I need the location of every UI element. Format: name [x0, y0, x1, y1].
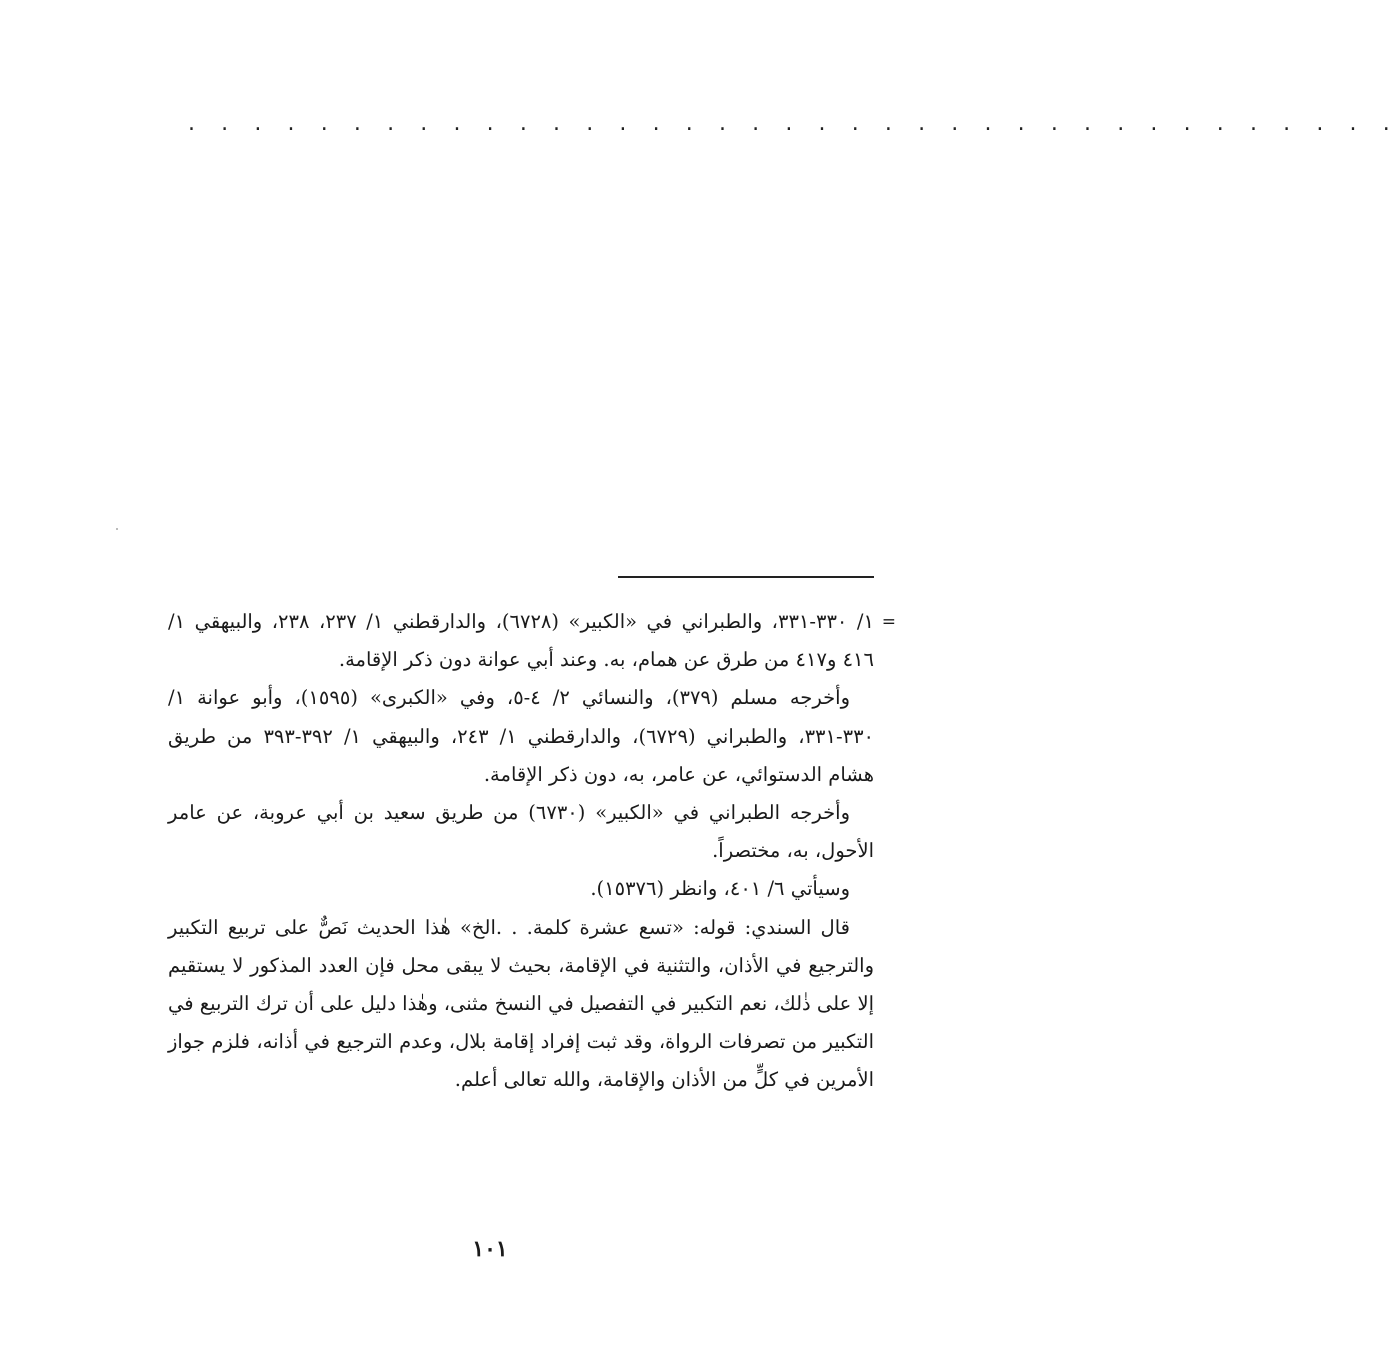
footnote-paragraph-1: [168, 603, 896, 679]
separator-dots: . . . . . . . . . . . . . . . . . . . . . . . . . . . . . . . . . . . . .: [188, 111, 1399, 136]
page-number: ١٠١: [472, 1236, 508, 1262]
scan-speck: [116, 528, 118, 530]
footnote-rule: [618, 576, 874, 578]
footnote-paragraph-2: وأخرجه مسلم (٣٧٩)، والنسائي ٢/ ٤-٥، وفي «الكبرى» (١٥٩٥)، وأبو عوانة ١/ ٣٣٠-٣٣١، والطبراني (٦٧٢٩)، والدارقطني ١/ ٢٤٣، والبيهقي ١/ ٣٩٢-٣٩٣ من طريق هشام الدستوائي، عن عامر، به، دون ذكر الإقامة.: [168, 686, 875, 786]
footnote-paragraph-4: وسيأتي ٦/ ٤٠١، وانظر (١٥٣٧٦).: [590, 877, 850, 901]
footnote-paragraph-3: وأخرجه الطبراني في «الكبير» (٦٧٣٠) من طريق سعيد بن أبي عروبة، عن عامر الأحول، به، مختصراً.: [168, 801, 874, 863]
footnotes-section: [168, 603, 896, 1100]
continuation-marker: =: [881, 612, 896, 632]
footnote-paragraph-5: قال السندي: قوله: «تسع عشرة كلمة. . .الخ» هٰذا الحديث نَصٌّ على تربيع التكبير والترجيع في الأذان، والتثنية في الإقامة، بحيث لا يبقى محل فإن العدد المذكور لا يستقيم إلا على ذٰلك، نعم التكبير في التفصيل في النسخ مثنى، وهٰذا دليل على أن ترك التربيع في التكبير من تصرفات الرواة، وقد ثبت إفراد إقامة بلال، وعدم الترجيع في أذانه، فلزم جواز الأمرين في كلٍّ من الأذان والإقامة، والله تعالى أعلم.: [168, 915, 874, 1092]
footnote-text-1: ١/ ٣٣٠-٣٣١، والطبراني في «الكبير» (٦٧٢٨)، والدارقطني ١/ ٢٣٧، ٢٣٨، والبيهقي ١/ ٤١٦ و٤١٧ من طرق عن همام، به. وعند أبي عوانة دون ذكر الإقامة.: [168, 610, 874, 672]
